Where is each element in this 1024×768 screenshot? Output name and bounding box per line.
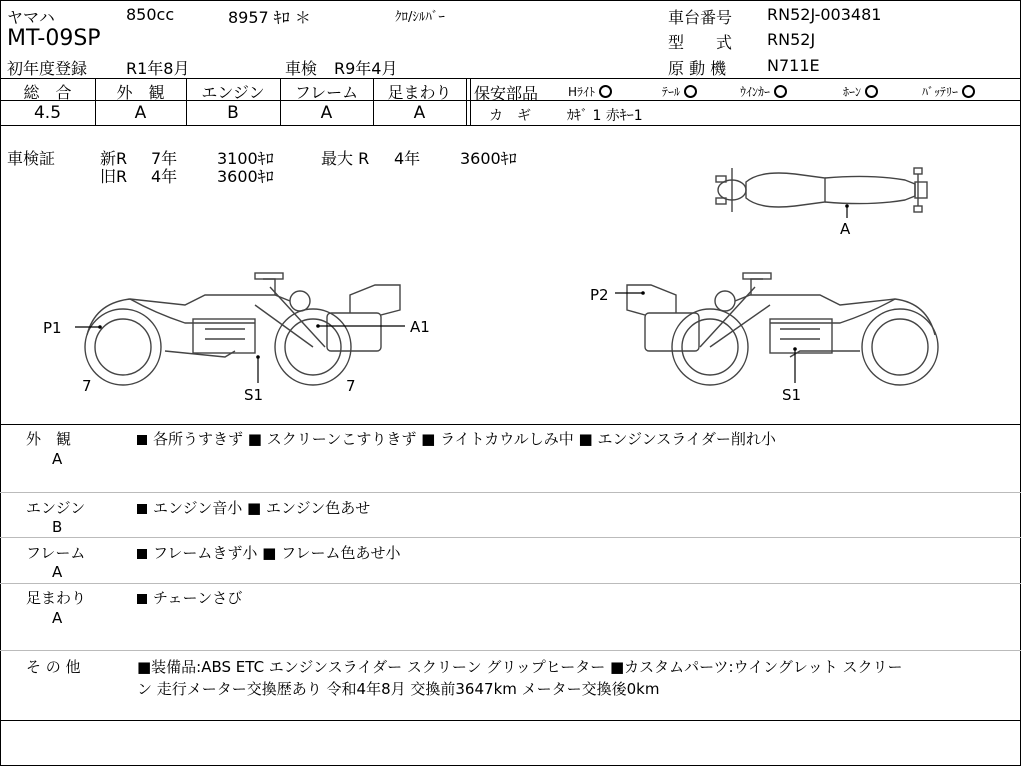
- ok-circle-icon: [962, 85, 975, 98]
- divider: [0, 650, 1021, 651]
- frame-number-value: RN52J-003481: [767, 5, 882, 24]
- divider: [0, 424, 1021, 425]
- grade-total: 4.5: [33, 103, 62, 123]
- bullet-square-icon: [137, 504, 147, 514]
- right-label-S1: S1: [782, 386, 802, 404]
- safety-item-horn: ﾎｰﾝ: [843, 83, 878, 100]
- grade-header-exterior: 外 観: [116, 83, 165, 102]
- shaken-old-km: 3600ｷﾛ: [217, 167, 274, 186]
- shaken-new-label: 新R: [100, 149, 128, 168]
- right-label-P2: P2: [590, 286, 609, 304]
- shaken-old-label: 旧R: [100, 167, 128, 186]
- note-text-exterior: 各所うすきず ■ スクリーンこすりきず ■ ライトカウルしみ中 ■ エンジンスライダー削れ小: [137, 428, 776, 449]
- ok-circle-icon: [599, 85, 612, 98]
- top-view-label-A: A: [840, 220, 851, 238]
- bullet-square-icon: [137, 594, 147, 604]
- key-label: カ ギ: [489, 108, 531, 124]
- divider: [466, 100, 1021, 101]
- divider: [470, 78, 471, 125]
- note-text-engine: エンジン音小 ■ エンジン色あせ: [137, 497, 370, 518]
- grade-header-engine: エンジン: [201, 83, 265, 102]
- first-registration-label: 初年度登録: [7, 59, 88, 78]
- shaken-old-years: 4年: [151, 167, 178, 186]
- first-registration-value: R1年8月: [126, 59, 190, 78]
- shaken-max-label: 最大 R: [321, 149, 370, 168]
- note-category-engine: エンジン: [26, 499, 86, 517]
- maker: ヤマハ: [7, 8, 55, 27]
- ok-circle-icon: [684, 85, 697, 98]
- note-text-frame: フレームきず小 ■ フレーム色あせ小: [137, 542, 401, 563]
- note-text-suspension: チェーンさび: [137, 587, 242, 608]
- type-value: RN52J: [767, 30, 816, 49]
- bullet-square-icon: [137, 549, 147, 559]
- displacement: 850cc: [126, 5, 175, 24]
- safety-item-tail: ﾃｰﾙ: [662, 83, 697, 100]
- left-label-7-front: 7: [346, 377, 356, 395]
- type-label: 型 式: [668, 33, 733, 52]
- safety-item-winker: ｳｲﾝｶｰ: [740, 83, 787, 100]
- note-text-other-line1: ■装備品:ABS ETC エンジンスライダー スクリーン グリップヒーター ■カスタムパーツ:ウイングレット スクリー: [137, 658, 903, 676]
- grade-exterior: A: [134, 103, 147, 123]
- note-grade-engine: B: [52, 518, 63, 536]
- grade-engine: B: [227, 103, 239, 123]
- divider: [0, 78, 1021, 79]
- note-grade-suspension: A: [52, 609, 63, 627]
- left-label-A1: A1: [410, 318, 430, 336]
- note-grade-frame: A: [52, 563, 63, 581]
- bullet-square-icon: [137, 435, 147, 445]
- note-category-other: そ の 他: [26, 658, 81, 676]
- ok-circle-icon: [774, 85, 787, 98]
- left-label-P1: P1: [43, 319, 62, 337]
- shaken-label: 車検証: [7, 149, 56, 168]
- safety-parts-label: 保安部品: [474, 84, 539, 103]
- motorcycle-right-side-diagram: [615, 265, 945, 390]
- shaken-max-years: 4年: [394, 149, 421, 168]
- inspection-label: 車検: [285, 59, 318, 78]
- note-category-frame: フレーム: [26, 544, 86, 562]
- motorcycle-left-side-diagram: [75, 265, 415, 390]
- shaken-max-km: 3600ｷﾛ: [460, 149, 517, 168]
- ok-circle-icon: [865, 85, 878, 98]
- note-text-other-line2: ン 走行メーター交換歴あり 令和4年8月 交換前3647km メーター交換後0km: [137, 680, 660, 698]
- grade-frame: A: [320, 103, 333, 123]
- divider: [0, 720, 1021, 721]
- frame-number-label: 車台番号: [668, 8, 733, 27]
- divider: [0, 537, 1021, 538]
- engine-model-label: 原 動 機: [668, 59, 727, 78]
- divider: [0, 583, 1021, 584]
- shaken-new-years: 7年: [151, 149, 178, 168]
- divider: [0, 492, 1021, 493]
- grade-header-total: 総 合: [23, 83, 72, 102]
- grade-suspension: A: [413, 103, 426, 123]
- left-label-S1: S1: [244, 386, 264, 404]
- mileage: 8957 ｷﾛ ＊: [228, 8, 311, 27]
- left-label-7-rear: 7: [82, 377, 92, 395]
- safety-item-battery: ﾊﾞｯﾃﾘｰ: [922, 83, 975, 100]
- motorcycle-top-view-diagram: [700, 160, 950, 250]
- engine-model-value: N711E: [767, 56, 820, 75]
- color: ｸﾛ/ｼﾙﾊﾞｰ: [395, 10, 445, 25]
- key-value: ｶｷﾞ 1 赤ｷｰ1: [567, 108, 643, 124]
- note-grade-exterior: A: [52, 450, 63, 468]
- safety-item-headlight: Hﾗｲﾄ: [568, 83, 612, 100]
- note-category-suspension: 足まわり: [26, 589, 87, 607]
- divider: [0, 125, 1021, 126]
- model-name: MT-09SP: [7, 26, 101, 51]
- note-category-exterior: 外 観: [26, 430, 72, 448]
- divider: [466, 78, 467, 125]
- grade-header-frame: フレーム: [294, 83, 359, 102]
- grade-header-suspension: 足まわり: [387, 83, 452, 102]
- shaken-new-km: 3100ｷﾛ: [217, 149, 274, 168]
- inspection-value: R9年4月: [334, 59, 398, 78]
